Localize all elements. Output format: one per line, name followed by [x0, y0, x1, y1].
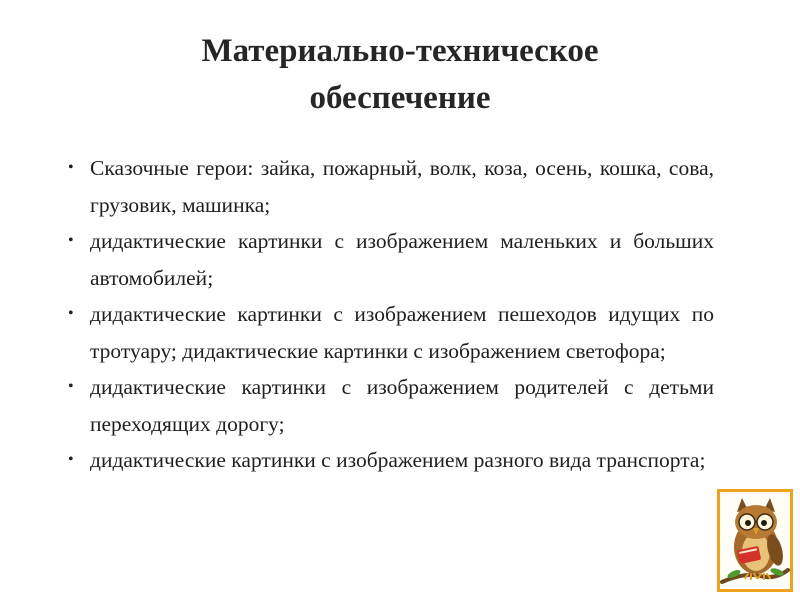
list-item-text: дидактические картинки с изображением пешеходов идущих по тротуару; дидактические картинки с изображением светофора; — [90, 302, 714, 363]
bullet-icon: • — [68, 451, 74, 468]
bullet-icon: • — [68, 159, 74, 176]
owl-icon — [720, 492, 790, 589]
list-item-text: дидактические картинки с изображением родителей с детьми переходящих дорогу; — [90, 375, 714, 436]
owl-picture-frame — [717, 489, 793, 592]
list-item-text: дидактические картинки с изображением маленьких и больших автомобилей; — [90, 229, 714, 290]
list-item — [62, 369, 714, 442]
bullet-icon: • — [68, 378, 74, 395]
list-item — [62, 296, 714, 369]
bullet-list — [62, 150, 714, 479]
title-line-2: обеспечение — [309, 80, 491, 116]
list-item — [62, 150, 714, 223]
list-item-text: дидактические картинки с изображением разного вида транспорта; — [90, 448, 706, 472]
title-line-1: Материально-техническое — [201, 33, 599, 69]
list-item — [62, 223, 714, 296]
bullet-icon: • — [68, 305, 74, 322]
slide-title — [100, 28, 700, 122]
list-item — [62, 442, 714, 479]
bullet-icon: • — [68, 232, 74, 249]
list-item-text: Сказочные герои: зайка, пожарный, волк, коза, осень, кошка, сова, грузовик, машинка; — [90, 156, 714, 217]
